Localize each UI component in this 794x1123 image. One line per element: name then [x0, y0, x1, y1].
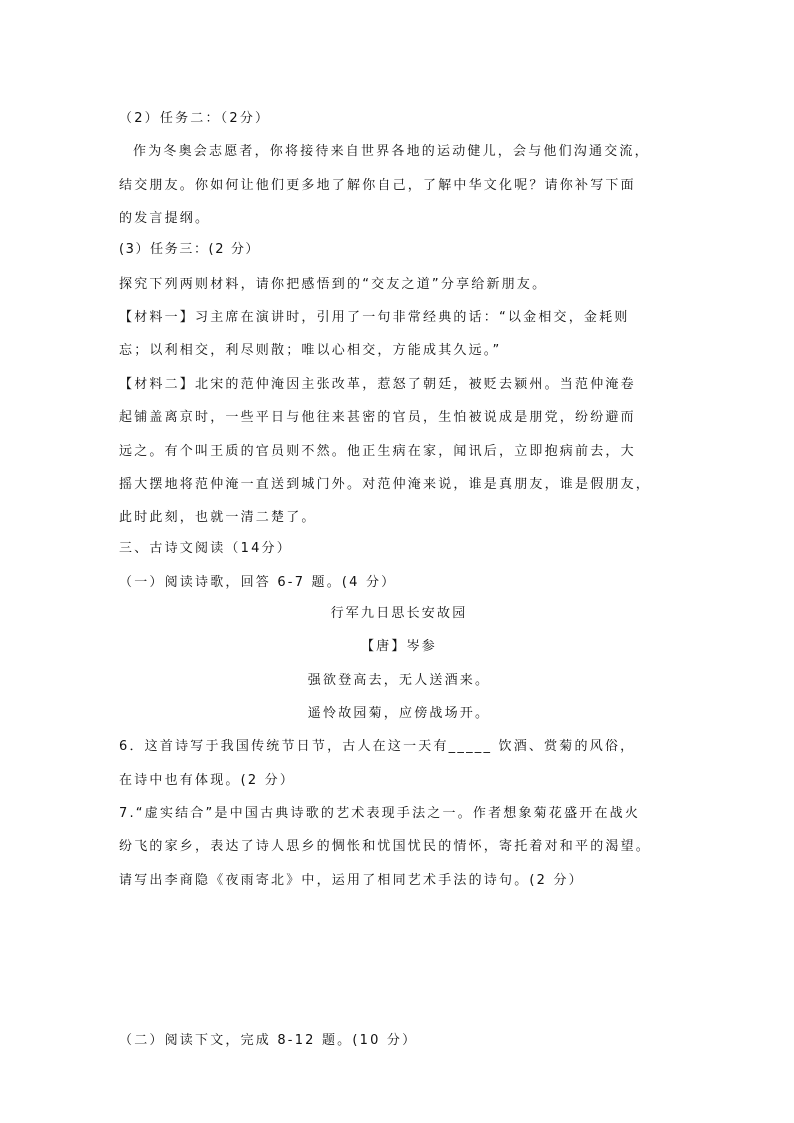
question-six-line-1: 6．这首诗写于我国传统节日节，古人在这一天有_____ 饮酒、赏菊的风俗，: [119, 739, 636, 754]
material-one-line-2: 忘；以利相交，利尽则散；唯以心相交，方能成其久远。”: [119, 343, 502, 358]
material-two-line-5: 此时此刻，也就一清二楚了。: [119, 510, 317, 525]
material-two-line-1: 【材料二】北宋的范仲淹因主张改革，惹怒了朝廷，被贬去颍州。当范仲淹卷: [119, 377, 636, 392]
material-one-line-1: 【材料一】习主席在演讲时，引用了一句非常经典的话：“以金相交，金耗则: [119, 310, 630, 325]
question-six-line-2: 在诗中也有体现。(2 分）: [119, 773, 296, 788]
material-two-line-2: 起铺盖离京时，一些平日与他往来甚密的官员，生怕被说成是朋党，纷纷避而: [119, 410, 636, 425]
question-seven-line-3: 请写出李商隐《夜雨寄北》中，运用了相同艺术手法的诗句。(2 分）: [119, 873, 584, 888]
section-three-heading: 三、古诗文阅读（14分）: [119, 541, 292, 556]
material-two-line-4: 摇大摆地将范仲淹一直送到城门外。对范仲淹来说，谁是真朋友，谁是假朋友，: [119, 477, 652, 492]
question-seven-line-2: 纷飞的家乡，表达了诗人思乡的惆怅和忧国忧民的情怀，寄托着对和平的渴望。: [119, 839, 652, 854]
poem-line-2: 遥怜故园菊，应傍战场开。: [307, 706, 491, 721]
task-three-instruction: 探究下列两则材料，请你把感悟到的“交友之道”分享给新朋友。: [119, 277, 548, 292]
poem-line-1: 强欲登高去，无人送酒来。: [307, 673, 491, 688]
task-two-heading: （2）任务二：（2分）: [119, 111, 271, 126]
poem-reading-instruction: （一）阅读诗歌，回答 6-7 题。(4 分）: [119, 575, 397, 590]
poem-title: 行军九日思长安故园: [330, 606, 468, 621]
section-two-reading-heading: （二）阅读下文，完成 8-12 题。(10 分）: [119, 1033, 418, 1048]
task-three-heading: (3）任务三：(2 分）: [119, 242, 261, 257]
task-two-paragraph-line-3: 的发言提纲。: [119, 211, 211, 226]
poem-author: 【唐】岑参: [360, 639, 437, 654]
task-two-paragraph-line-1: 作为冬奥会志愿者，你将接待来自世界各地的运动健儿，会与他们沟通交流，: [133, 144, 650, 159]
question-seven-line-1: 7.“虚实结合”是中国古典诗歌的艺术表现手法之一。作者想象菊花盛开在战火: [119, 806, 641, 821]
material-two-line-3: 远之。有个叫王质的官员则不然。他正生病在家，闻讯后，立即抱病前去，大: [119, 444, 636, 459]
task-two-paragraph-line-2: 结交朋友。你如何让他们更多地了解你自己，了解中华文化呢？请你补写下面: [119, 178, 636, 193]
